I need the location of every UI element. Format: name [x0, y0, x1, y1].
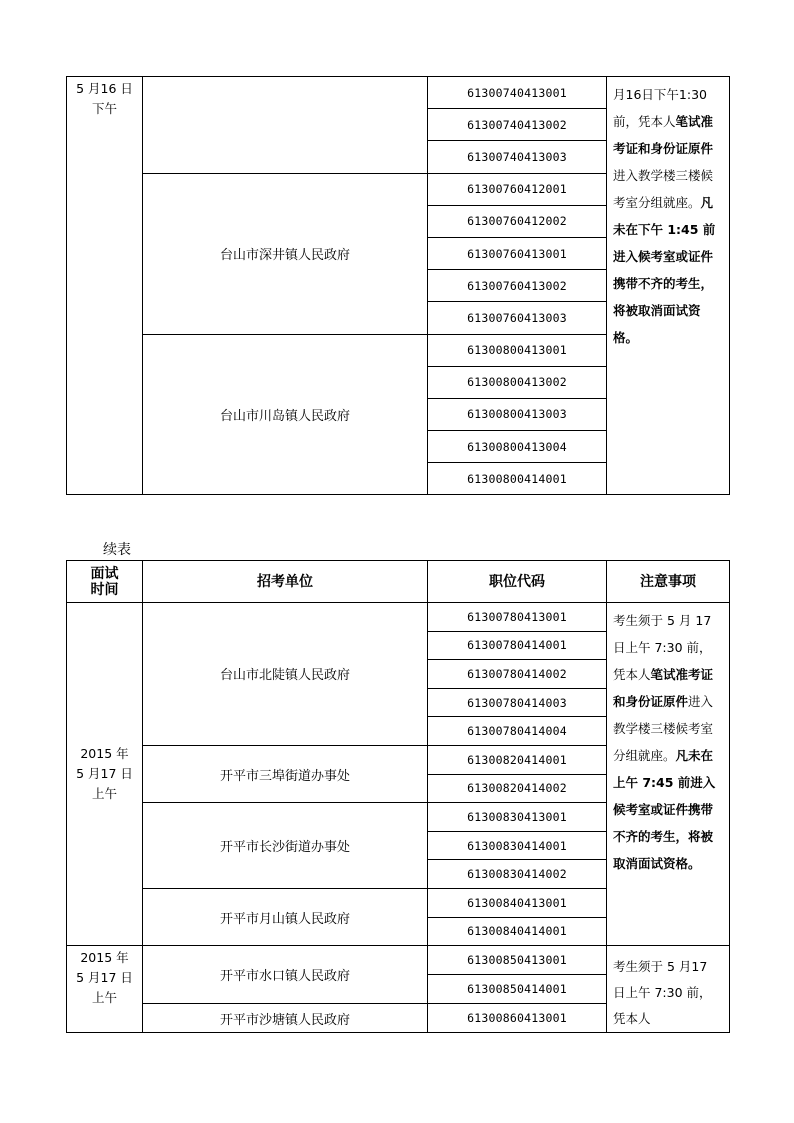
recruiting-unit-cell: 开平市水口镇人民政府	[143, 946, 428, 1004]
position-code-cell: 61300860413001	[428, 1004, 607, 1033]
position-code-cell: 61300760413002	[428, 270, 607, 302]
header-notes: 注意事项	[607, 561, 730, 603]
position-code-cell: 61300820414001	[428, 745, 607, 774]
position-code-cell: 61300800413003	[428, 398, 607, 430]
schedule-table	[66, 560, 730, 1033]
schedule-table-continued	[66, 76, 730, 495]
position-code-cell: 61300800414001	[428, 463, 607, 495]
position-code-cell: 61300800413002	[428, 366, 607, 398]
notes-emphasis: 凡未在下午 1:45 前进入候考室或证件携带不齐的考生，将被取消面试资格。	[613, 195, 716, 345]
position-code-cell: 61300740413003	[428, 141, 607, 173]
notes-emphasis: 凡未在上午 7:45 前进入候考室或证件携带不齐的考生，将被取消面试资格。	[613, 748, 716, 871]
header-recruiting-unit: 招考单位	[143, 561, 428, 603]
recruiting-unit-cell: 开平市月山镇人民政府	[143, 888, 428, 945]
position-code-cell: 61300830414002	[428, 860, 607, 889]
interview-time-cell: 2015 年 5 月17 日 上午	[67, 946, 143, 1033]
position-code-cell: 61300840414001	[428, 917, 607, 946]
notes-emphasis: 笔试准考证和身份证原件	[613, 114, 714, 156]
header-interview-time: 面试 时间	[67, 561, 143, 603]
position-code-cell: 61300780414002	[428, 660, 607, 689]
interview-time-cell: 5 月16 日 下午	[67, 77, 143, 495]
header-position-code: 职位代码	[428, 561, 607, 603]
recruiting-unit-cell: 台山市北陡镇人民政府	[143, 603, 428, 746]
notes-text: 考生须于 5 月17 日上午 7:30 前，凭本人	[613, 959, 712, 1027]
recruiting-unit-cell: 开平市三埠街道办事处	[143, 745, 428, 802]
table-row	[67, 603, 730, 632]
position-code-cell: 61300760412001	[428, 173, 607, 205]
notes-text: 进入教学楼三楼候考室分组就座。	[613, 168, 714, 210]
position-code-cell: 61300850413001	[428, 946, 607, 975]
recruiting-unit-cell: 台山市深井镇人民政府	[143, 173, 428, 334]
position-code-cell: 61300830414001	[428, 831, 607, 860]
notes-text: 考生须于 5 月 17 日上午 7:30 前，凭本人	[613, 613, 712, 682]
position-code-cell: 61300760413003	[428, 302, 607, 334]
table-row	[67, 946, 730, 975]
position-code-cell: 61300850414001	[428, 975, 607, 1004]
position-code-cell: 61300740413002	[428, 109, 607, 141]
notes-emphasis: 笔试准考证和身份证原件	[613, 667, 714, 709]
recruiting-unit-cell	[143, 77, 428, 174]
position-code-cell: 61300780414001	[428, 631, 607, 660]
position-code-cell: 61300760413001	[428, 237, 607, 269]
notes-text: 进入教学楼三楼候考室分组就座。	[613, 694, 714, 763]
position-code-cell: 61300840413001	[428, 888, 607, 917]
table-row	[67, 77, 730, 109]
position-code-cell: 61300800413001	[428, 334, 607, 366]
continued-caption: 续表	[103, 542, 131, 558]
position-code-cell: 61300830413001	[428, 803, 607, 832]
recruiting-unit-cell: 开平市沙塘镇人民政府	[143, 1004, 428, 1033]
notes-cell	[607, 77, 730, 495]
position-code-cell: 61300800413004	[428, 431, 607, 463]
notes-cell	[607, 946, 730, 1033]
position-code-cell: 61300780414003	[428, 688, 607, 717]
position-code-cell: 61300780414004	[428, 717, 607, 746]
position-code-cell: 61300740413001	[428, 77, 607, 109]
table-header-row	[67, 561, 730, 603]
notes-cell	[607, 603, 730, 946]
position-code-cell: 61300760412002	[428, 205, 607, 237]
position-code-cell: 61300780413001	[428, 603, 607, 632]
recruiting-unit-cell: 台山市川岛镇人民政府	[143, 334, 428, 495]
notes-text: 月16日下午1:30前，凭本人	[613, 87, 707, 129]
interview-time-cell: 2015 年 5 月17 日 上午	[67, 603, 143, 946]
recruiting-unit-cell: 开平市长沙街道办事处	[143, 803, 428, 889]
position-code-cell: 61300820414002	[428, 774, 607, 803]
